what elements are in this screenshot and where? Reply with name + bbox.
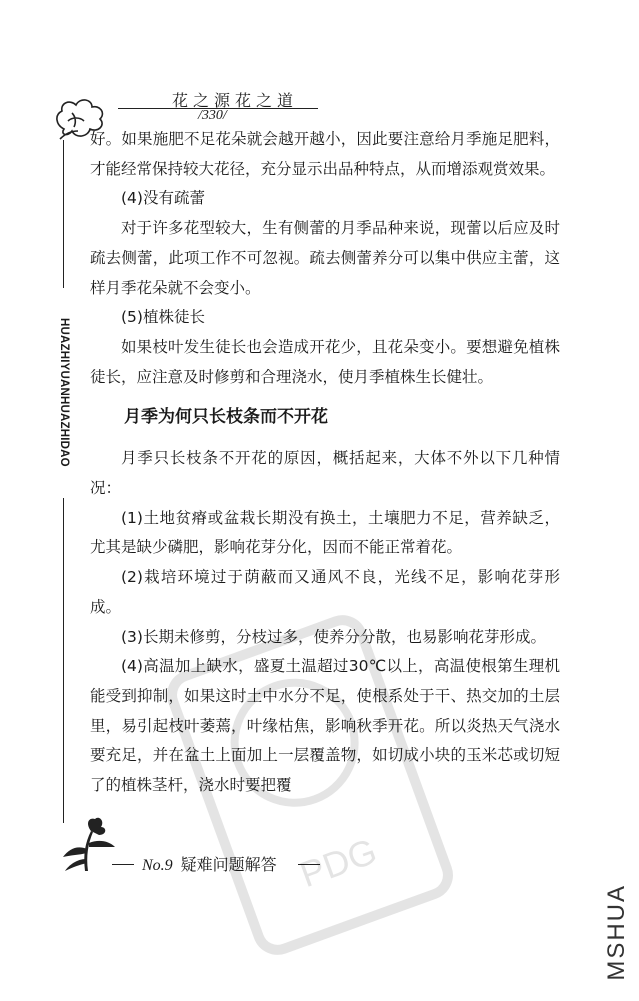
paragraph: 月季只长枝条不开花的原因，概括起来，大体不外以下几种情况： [90,449,560,498]
plant-ornament-icon [55,815,120,873]
footer-label [142,852,277,875]
section-heading: 月季为何只长枝条而不开花 [124,407,328,428]
list-item: (2)栽培环境过于荫蔽而又通风不良，光线不足，影响花芽形成。 [90,568,560,616]
paragraph: 如果枝叶发生徒长也会造成开花少，且花朵变小。要想避免植株徒长，应注意及时修剪和合理浇水，使月季植株生长健壮。 [90,337,560,386]
paragraph: 好。如果施肥不足花朵就会越开越小，因此要注意给月季施足肥料，才能经常保持较大花径，充分显示出品种特点，从而增添观赏效果。 [90,130,560,178]
list-item: (1)土地贫瘠或盆栽长期没有换土，土壤肥力不足，营养缺乏，尤其是缺少磷肥，影响花芽分化，因而不能正常着花。 [90,508,560,557]
list-heading: (5)植株徒长 [121,308,205,327]
side-rule-top [63,140,64,288]
watermark-text: PDG [294,829,382,896]
list-item: (3)长期未修剪，分枝过多，使养分分散，也易影响花芽形成。 [121,627,546,646]
paragraph: 对于许多花型较大，生有侧蕾的月季品种来说，现蕾以后应及时疏去侧蕾，此项工作不可忽视。疏去侧蕾养分可以集中供应主蕾，这样月季花朵就不会变小。 [90,219,560,297]
footer-rule [112,864,134,865]
list-heading: (4)没有疏蕾 [121,189,205,208]
chapter-number: No.9 [142,857,173,874]
page-number: /330/ [198,108,227,123]
side-label: HUAZHIYUANHUAZHIDAO [58,318,70,467]
list-item: (4)高温加上缺水，盛夏土温超过30℃以上，高温使根第生理机能受到抑制，如果这时土中水分不足，使根系处于干、热交加的土层里，易引起枝叶萎蔫，叶缘枯焦，影响秋季开花。所以炎热天气浇水要充足，并在盆土上面加上一层覆盖物，如切成小块的玉米芯或切短了的植株茎杆，浇水时要把覆 [90,657,560,795]
book-title: 花之源花之道 [171,91,298,110]
side-brand: MSHUA [603,884,630,981]
body-text [90,125,560,801]
footer-rule [298,864,320,865]
chapter-title: 疑难问题解答 [180,855,277,874]
side-rule-bottom [63,498,64,823]
